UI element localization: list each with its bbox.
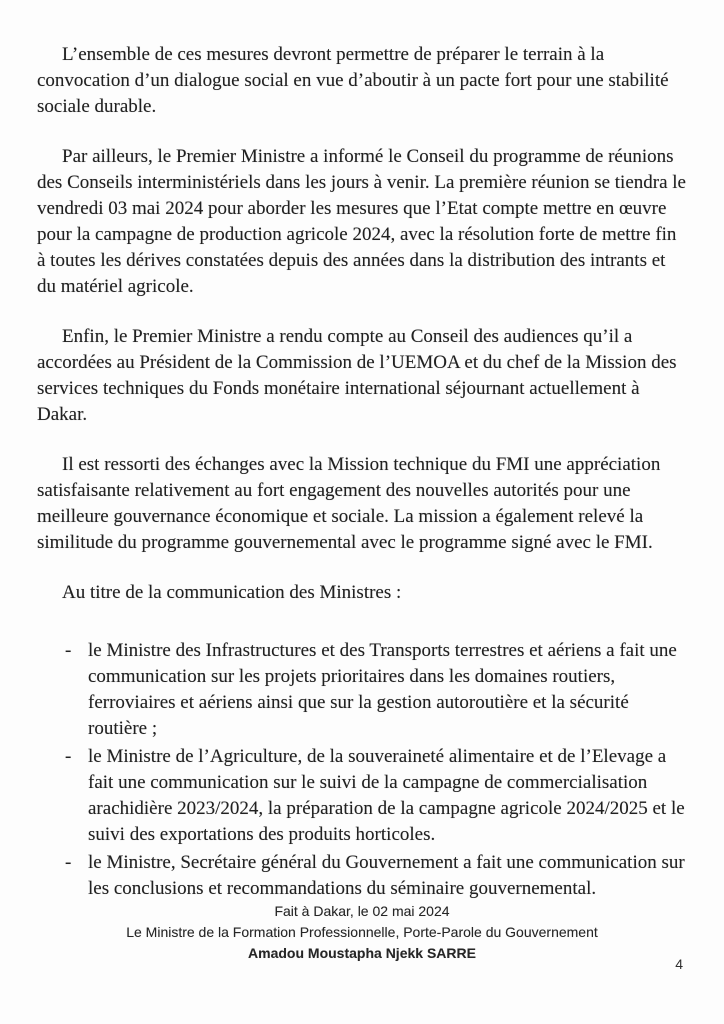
footer-name-line: Amadou Moustapha Njekk SARRE xyxy=(248,945,476,961)
bullet-dash-marker: - xyxy=(65,852,72,873)
bullet-dash-marker: - xyxy=(65,640,72,661)
bullet-item xyxy=(65,638,689,742)
footer-title-line: Le Ministre de la Formation Professionnelle, Porte-Parole du Gouvernement xyxy=(126,924,598,940)
bullet-text: le Ministre des Infrastructures et des Transports terrestres et aériens a fait une communication sur les projets prioritaires dans les domaines routiers, ferroviaires et aériens ainsi que sur la gestion autoroutière et la sécurité routière ; xyxy=(88,640,677,739)
document-body xyxy=(37,42,689,904)
body-paragraph: Par ailleurs, le Premier Ministre a informé le Conseil du programme de réunions des Conseils interministériels dans les jours à venir. La première réunion se tiendra le vendredi 03 mai 2024 pour aborder les mesures que l’Etat compte mettre en œuvre pour la campagne de production agricole 2024, avec la résolution forte de mettre fin à toutes les dérives constatées depuis des années dans la distribution des intrants et du matériel agricole. xyxy=(37,146,686,297)
bullet-text: le Ministre, Secrétaire général du Gouvernement a fait une communication sur les conclusions et recommandations du séminaire gouvernemental. xyxy=(88,852,685,899)
bullet-text: le Ministre de l’Agriculture, de la souveraineté alimentaire et de l’Elevage a fait une communication sur le suivi de la campagne de commercialisation arachidière 2023/2024, la préparation de la campagne agricole 2024/2025 et le suivi des exportations des produits horticoles. xyxy=(88,746,685,845)
signature-block xyxy=(0,901,724,964)
bullet-dash-marker: - xyxy=(65,746,72,767)
bullet-item xyxy=(65,850,689,902)
body-paragraph: L’ensemble de ces mesures devront permettre de préparer le terrain à la convocation d’un dialogue social en vue d’aboutir à un pacte fort pour une stabilité sociale durable. xyxy=(37,44,669,117)
page-number: 4 xyxy=(675,956,683,972)
footer-date-line: Fait à Dakar, le 02 mai 2024 xyxy=(274,903,450,919)
bullet-list xyxy=(37,638,689,902)
section-heading: Au titre de la communication des Ministres : xyxy=(62,582,402,603)
bullet-item xyxy=(65,744,689,848)
body-paragraph: Enfin, le Premier Ministre a rendu compte au Conseil des audiences qu’il a accordées au Président de la Commission de l’UEMOA et du chef de la Mission des services techniques du Fonds monétaire international séjournant actuellement à Dakar. xyxy=(37,326,677,425)
body-paragraph: Il est ressorti des échanges avec la Mission technique du FMI une appréciation satisfaisante relativement au fort engagement des nouvelles autorités pour une meilleure gouvernance économique et sociale. La mission a également relevé la similitude du programme gouvernemental avec le programme signé avec le FMI. xyxy=(37,454,661,553)
